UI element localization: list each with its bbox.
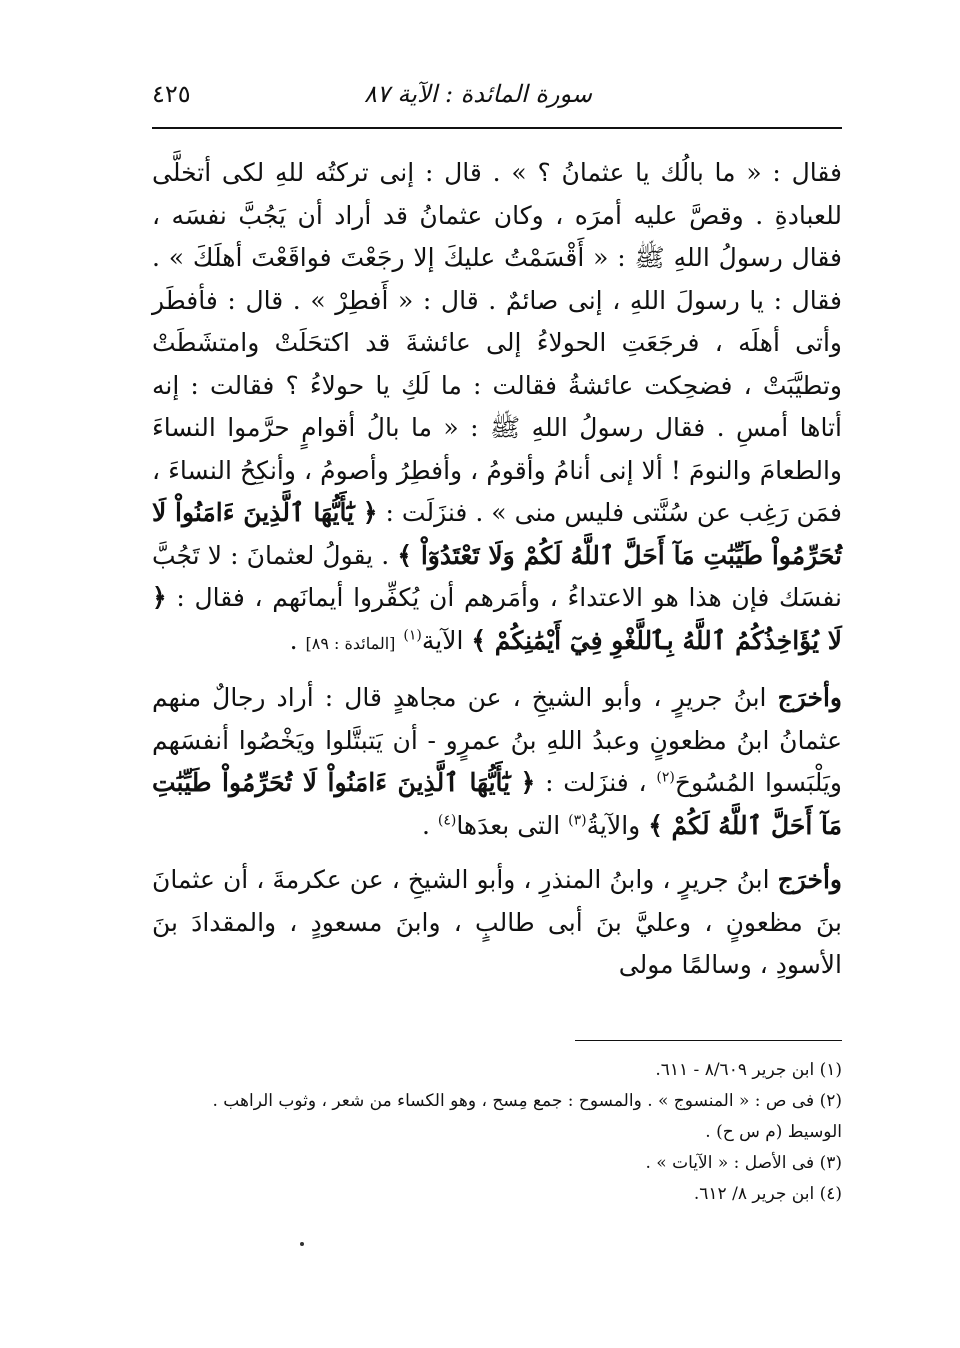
quran-verse-1: ﴿ يَٰٓأَيُّهَا ٱلَّذِينَ ءَامَنُواْ لَا تُحَرِّمُواْ طَيِّبَٰتِ مَآ أَحَلَّ ٱللَّهُ لَكُمْ وَلَا تَعْتَدُوٓاْ ﴾ xyxy=(152,498,842,570)
p2-which: التى xyxy=(517,810,561,840)
quran-verse-3: ﴿ يَٰٓأَيُّهَا ٱلَّذِينَ ءَامَنُواْ لَا تُحَرِّمُواْ طَيِّبَٰتِ مَآ أَحَلَّ ٱللَّهُ لَكُمْ ﴾ xyxy=(152,768,842,840)
p1-line-3: « أَقْسَمْتُ عليكَ إلا رجَعْتَ فواقَعْتَ أهلَكَ » . فقال : يا رسولَ اللهِ ، إنى صائمٌ . xyxy=(152,243,842,315)
footnote-rule xyxy=(575,1040,842,1041)
stray-dot xyxy=(300,1242,304,1246)
page-header xyxy=(152,78,842,122)
footnote-1: (١) ابن جرير ٨/٦٠٩ - ٦١١. xyxy=(655,1060,842,1080)
p2-line-4: بعدَها xyxy=(456,810,510,840)
p1-end: . xyxy=(289,625,298,655)
page-number: ٤٢٥ xyxy=(152,80,191,108)
p1-line-6: أتاها أمسِ . فقال رسولُ اللهِ ﷺ : « ما بالُ أقوامٍ حرَّموا النساءَ والطعامَ والنومَ ! ألا xyxy=(152,413,842,485)
footnote-2: (٢) فى ص : « المنسوج » . والمسوح : جمع مِسح ، وهو الكساء من شعر ، وثوب الراهب . xyxy=(212,1091,842,1111)
p2-lead: وأخرَج xyxy=(777,683,842,712)
p2-line-3: فنزَلت : xyxy=(545,768,629,797)
verse-source-ref: [المائدة : ٨٩] xyxy=(305,633,396,653)
p2-comma: ، xyxy=(638,768,647,797)
p1-line-1: فقال : « ما بالُك يا عثمانُ ؟ » . قال : إنى تركتُه للهِ لكى أتخلَّى للعبادةِ . وقصَّ xyxy=(152,158,843,230)
footnote-4: (٤) ابن جرير ٨/ ٦١٢. xyxy=(693,1184,842,1204)
p2-end: . xyxy=(421,810,430,840)
header-rule xyxy=(152,127,842,129)
p2-line-1: ابنُ جريرٍ ، وأبو الشيخِ ، عن مجاهدٍ قال : أراد رجالٌ منهم عثمانُ xyxy=(152,683,843,755)
paragraph-3 xyxy=(152,859,842,987)
p1-line-8: منى » . فنزَلَت : xyxy=(385,498,557,527)
paragraph-1 xyxy=(152,152,842,665)
paragraph-2 xyxy=(152,677,842,847)
p1-line-5: وامتشَطَتْ وتطيَّبَتْ ، فضحِكت عائشةُ فقالت : ما لَكِ يا حولاءُ ؟ فقالت : إنه xyxy=(152,328,842,400)
main-text xyxy=(152,152,842,987)
footnote-3: (٣) فى الأصل : « الآيات » . xyxy=(645,1153,842,1173)
p2-aya-word: والآيةُ xyxy=(586,810,641,840)
footnotes xyxy=(152,1055,842,1210)
p1-line-4: قال : « أَفطِرْ » . قال : فأفطَر وأتى أهلَه ، فرجَعَتِ الحولاءُ إلى عائشةَ قد اكتحَلَتْ xyxy=(152,285,842,357)
footnote-ref-3: (٣) xyxy=(568,812,587,829)
p1-aya-word: الآية xyxy=(421,625,464,655)
footnote-2-cont: الوسيط (م س ح) . xyxy=(705,1122,842,1142)
p1-line-10: يُكفِّروا أيمانَهم ، فقال : xyxy=(176,583,420,612)
p2-line-2: ابنُ مظعونٍ وعبدُ اللهِ بنُ عمرٍو - أن يَتبتَّلوا ويَخْصُوا أنفسَهم ويَلْبَسوا المُسُوحَ xyxy=(152,725,842,797)
p1-line-2: عليه أمرَه ، وكان عثمانُ قد أراد أن يَجُبَّ نفسَه ، فقال رسولُ اللهِ ﷺ : xyxy=(152,200,842,272)
p3-lead: وأخرَج xyxy=(777,865,842,894)
running-title: سورة المائدة : الآية ٨٧ xyxy=(364,80,592,108)
footnote-ref-2: (٢) xyxy=(656,769,675,786)
p1-line-9: . يقولُ لعثمانَ : لا تَجُبَّ نفسَك فإن هذا هو الاعتداءُ ، وأمَرهم أن xyxy=(152,540,842,612)
footnote-ref-4: (٤) xyxy=(437,812,457,829)
p1-line-7: إنى أنامُ وأقومُ ، وأفطِرُ وأصومُ ، وأنكِحُ النساءَ ، فمَن رَغِب عن سُنَّتى فليس xyxy=(152,455,842,527)
footnote-ref-1: (١) xyxy=(403,627,422,644)
quran-verse-2: ﴿ لَا يُؤَاخِذُكُمُ ٱللَّهُ بِٱللَّغْوِ فِيٓ أَيْمَٰنِكُمْ ﴾ xyxy=(152,583,842,655)
p3-text: ابنُ جريرٍ ، وابنُ المنذرِ ، وأبو الشيخِ ، عن عكرمةَ ، أن عثمانَ بنَ مظعونٍ ، وعليَّ بنَ أبى طالبٍ ، وابنَ مسعودٍ ، والمقدادَ بنَ الأسودِ ، وسالمًا مولى xyxy=(152,865,842,979)
